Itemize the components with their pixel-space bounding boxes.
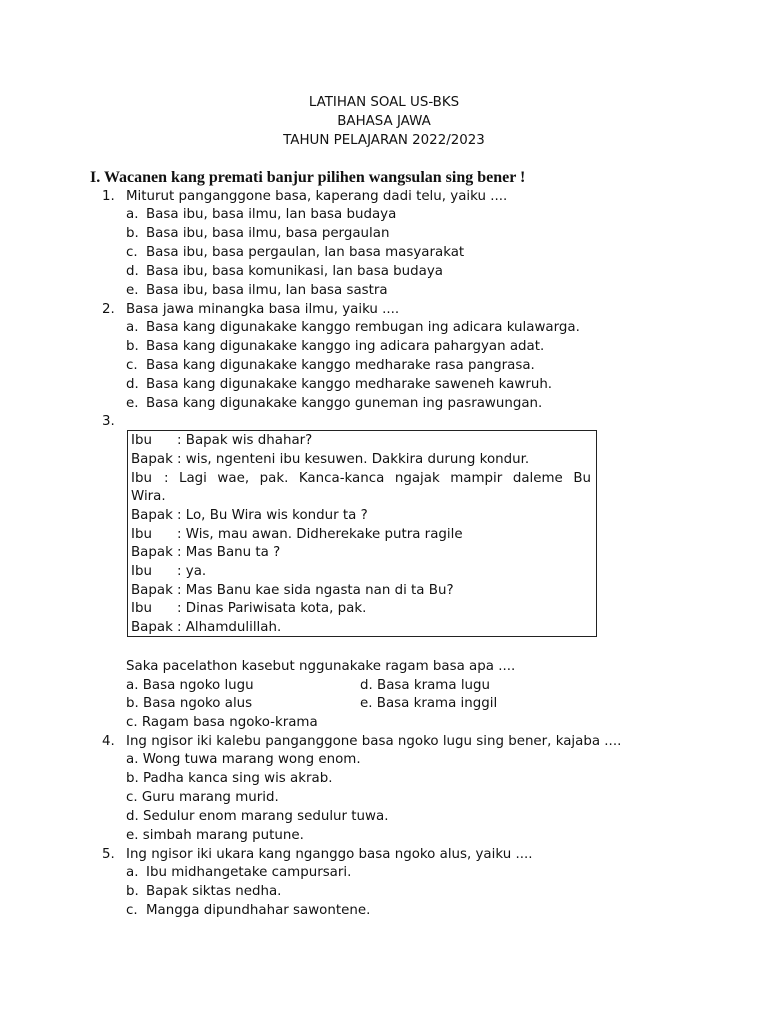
question-number: 1. [102, 189, 115, 204]
option-label: a. [126, 207, 139, 222]
option-5a [126, 864, 351, 883]
option-text: Basa kang digunakake kanggo medharake saweneh kawruh. [146, 377, 553, 392]
dialog-speaker: Bapak [131, 583, 173, 598]
dialog-text: : wis, ngenteni ibu kesuwen. Dakkira durung kondur. [177, 452, 530, 467]
question-2 [102, 301, 399, 320]
dialog-text: : Bapak wis dhahar? [177, 433, 313, 448]
option-4d: d. Sedulur enom marang sedulur tuwa. [126, 809, 389, 824]
dialog-speaker: Bapak [131, 545, 173, 560]
dialog-text: : Dinas Pariwisata kota, pak. [177, 601, 367, 616]
dialog-line [131, 544, 280, 563]
option-text: Mangga dipundhahar sawontene. [146, 903, 371, 918]
option-5b [126, 883, 281, 902]
option-text: Basa kang digunakake kanggo medharake rasa pangrasa. [146, 358, 535, 373]
option-4a: a. Wong tuwa marang wong enom. [126, 752, 361, 767]
dialog-speaker: Ibu [131, 433, 152, 448]
question-3-number: 3. [102, 414, 115, 429]
dialog-text: : Mas Banu kae sida ngasta nan di ta Bu? [177, 583, 454, 598]
option-text: Basa kang digunakake kanggo rembugan ing adicara kulawarga. [146, 320, 580, 335]
option-label: e. [126, 396, 139, 411]
dialog-speaker: Ibu [131, 564, 152, 579]
dialog-speaker: Bapak [131, 620, 173, 635]
dialog-speaker: Ibu [131, 601, 152, 616]
option-label: b. [126, 339, 139, 354]
option-4e: e. simbah marang putune. [126, 828, 304, 843]
question-4 [102, 733, 621, 752]
dialog-line [131, 563, 206, 582]
question-prompt: Basa jawa minangka basa ilmu, yaiku .... [126, 302, 400, 317]
option-label: a. [126, 320, 139, 335]
dialog-speaker: Ibu [131, 527, 152, 542]
option-1b [126, 225, 389, 244]
option-3c: c. Ragam basa ngoko-krama [126, 715, 318, 730]
question-prompt: Ing ngisor iki kalebu panganggone basa ngoko lugu sing bener, kajaba .... [126, 734, 622, 749]
option-text: Basa ibu, basa pergaulan, lan basa masyarakat [146, 245, 465, 260]
option-text: Basa ibu, basa ilmu, lan basa budaya [146, 207, 397, 222]
option-text: Basa ibu, basa ilmu, lan basa sastra [146, 283, 388, 298]
option-label: a. [126, 865, 139, 880]
option-text: Basa kang digunakake kanggo ing adicara pahargyan adat. [146, 339, 545, 354]
option-text: Basa ibu, basa ilmu, basa pergaulan [146, 226, 390, 241]
exam-title: LATIHAN SOAL US-BKS [308, 95, 460, 110]
dialog-box [127, 430, 597, 637]
dialog-line [131, 526, 463, 545]
option-1c [126, 244, 464, 263]
dialog-line [131, 619, 281, 638]
option-5c [126, 902, 370, 921]
dialog-text: : Alhamdulillah. [177, 620, 282, 635]
question-prompt: Miturut panganggone basa, kaperang dadi telu, yaiku .... [126, 189, 508, 204]
dialog-line [131, 451, 529, 470]
dialog-line [131, 600, 366, 619]
question-5 [102, 846, 532, 865]
option-text: Basa ibu, basa komunikasi, lan basa budaya [146, 264, 443, 279]
option-4c: c. Guru marang murid. [126, 790, 279, 805]
question-3-prompt: Saka pacelathon kasebut nggunakake ragam basa apa .... [126, 659, 516, 674]
question-number: 4. [102, 734, 115, 749]
option-text: Bapak siktas nedha. [146, 884, 282, 899]
option-label: b. [126, 226, 139, 241]
option-3b: b. Basa ngoko alus [126, 696, 253, 711]
dialog-line [131, 582, 454, 601]
option-3d: d. Basa krama lugu [360, 678, 491, 693]
dialog-line [131, 470, 591, 489]
option-2d [126, 376, 552, 395]
dialog-speaker: Ibu [131, 471, 152, 486]
dialog-text: : Lagi wae, pak. Kanca-kanca ngajak mampir daleme Bu [163, 471, 591, 486]
option-1a [126, 206, 396, 225]
dialog-speaker: Bapak [131, 508, 173, 523]
question-prompt: Ing ngisor iki ukara kang nganggo basa ngoko alus, yaiku .... [126, 847, 533, 862]
option-4b: b. Padha kanca sing wis akrab. [126, 771, 333, 786]
option-label: c. [126, 245, 138, 260]
option-2a [126, 319, 580, 338]
dialog-text: : Mas Banu ta ? [177, 545, 281, 560]
option-1d [126, 263, 443, 282]
option-label: d. [126, 264, 139, 279]
dialog-line [131, 432, 312, 451]
option-3e: e. Basa krama inggil [360, 696, 498, 711]
option-label: c. [126, 903, 138, 918]
option-3a: a. Basa ngoko lugu [126, 678, 254, 693]
academic-year: TAHUN PELAJARAN 2022/2023 [283, 133, 485, 148]
question-number: 5. [102, 847, 115, 862]
question-1 [102, 188, 507, 207]
dialog-text: : Wis, mau awan. Didherekake putra ragile [177, 527, 463, 542]
option-label: e. [126, 283, 139, 298]
option-label: c. [126, 358, 138, 373]
dialog-continuation: Wira. [131, 489, 166, 504]
option-2c [126, 357, 535, 376]
section-heading: I. Wacanen kang premati banjur pilihen wangsulan sing bener ! [90, 169, 526, 186]
dialog-speaker: Bapak [131, 452, 173, 467]
option-text: Ibu midhangetake campursari. [146, 865, 352, 880]
dialog-text: : ya. [177, 564, 207, 579]
option-2b [126, 338, 544, 357]
subject-title: BAHASA JAWA [337, 114, 431, 129]
option-label: d. [126, 377, 139, 392]
dialog-text: : Lo, Bu Wira wis kondur ta ? [177, 508, 368, 523]
option-2e [126, 395, 542, 414]
question-number: 2. [102, 302, 115, 317]
option-text: Basa kang digunakake kanggo guneman ing pasrawungan. [146, 396, 543, 411]
option-label: b. [126, 884, 139, 899]
option-1e [126, 282, 388, 301]
dialog-line [131, 507, 368, 526]
